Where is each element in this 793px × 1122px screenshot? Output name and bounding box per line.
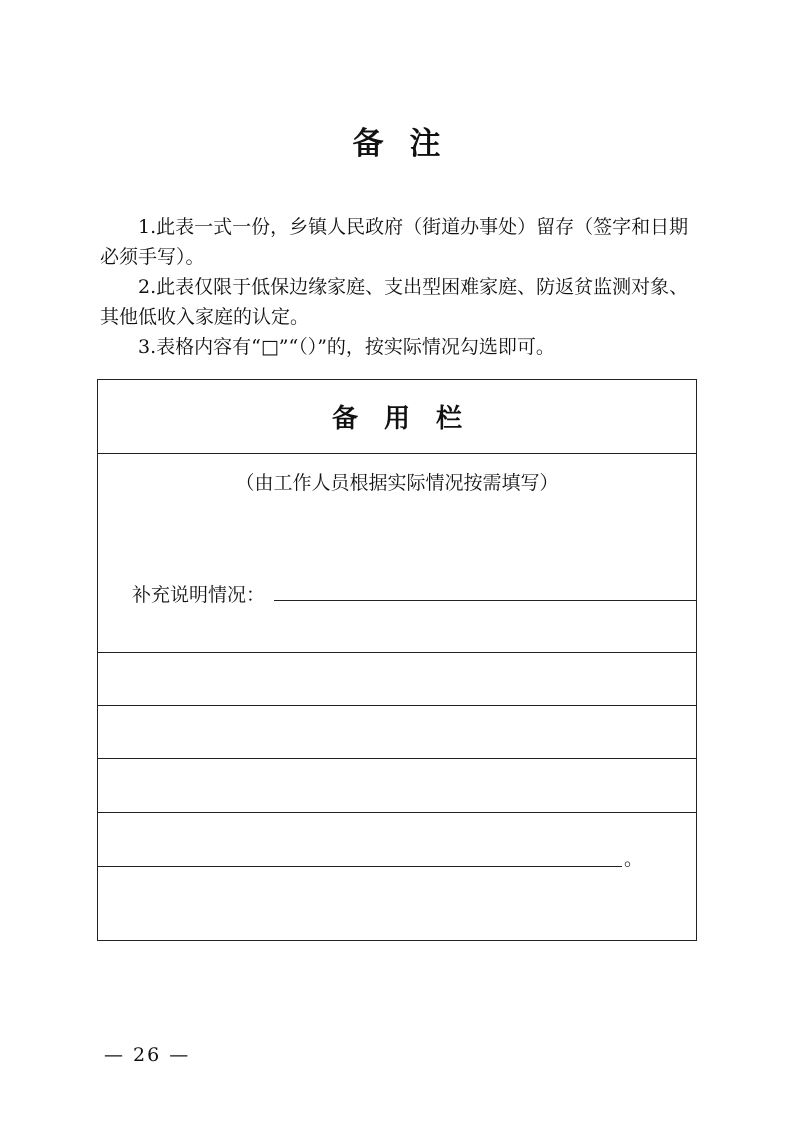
supplement-input-line[interactable] [274,600,696,601]
reserve-box-title: 备用栏 [331,404,488,434]
page-number: — 26 — [104,1044,191,1066]
supplement-label: 补充说明情况： [132,584,266,606]
note-item-2: 2.此表仅限于低保边缘家庭、支出型困难家庭、防返贫监测对象、其他低收入家庭的认定。 [100,276,689,328]
fill-line-1[interactable] [98,652,696,653]
note-item-1: 1.此表一式一份，乡镇人民政府（街道办事处）留存（签字和日期必须手写）。 [100,216,689,268]
notes-list [100,212,700,362]
fill-line-3[interactable] [98,758,696,759]
note-item-3: 3.表格内容有“□”“（）”的，按实际情况勾选即可。 [138,336,555,358]
reserve-box [97,379,697,941]
end-mark: 。 [624,848,644,870]
fill-line-5[interactable] [98,866,622,867]
reserve-box-header [98,380,696,454]
fill-line-4[interactable] [98,812,696,813]
page-title: 备注 [352,126,467,162]
fill-line-2[interactable] [98,705,696,706]
reserve-box-subtitle: （由工作人员根据实际情况按需填写） [235,472,559,494]
